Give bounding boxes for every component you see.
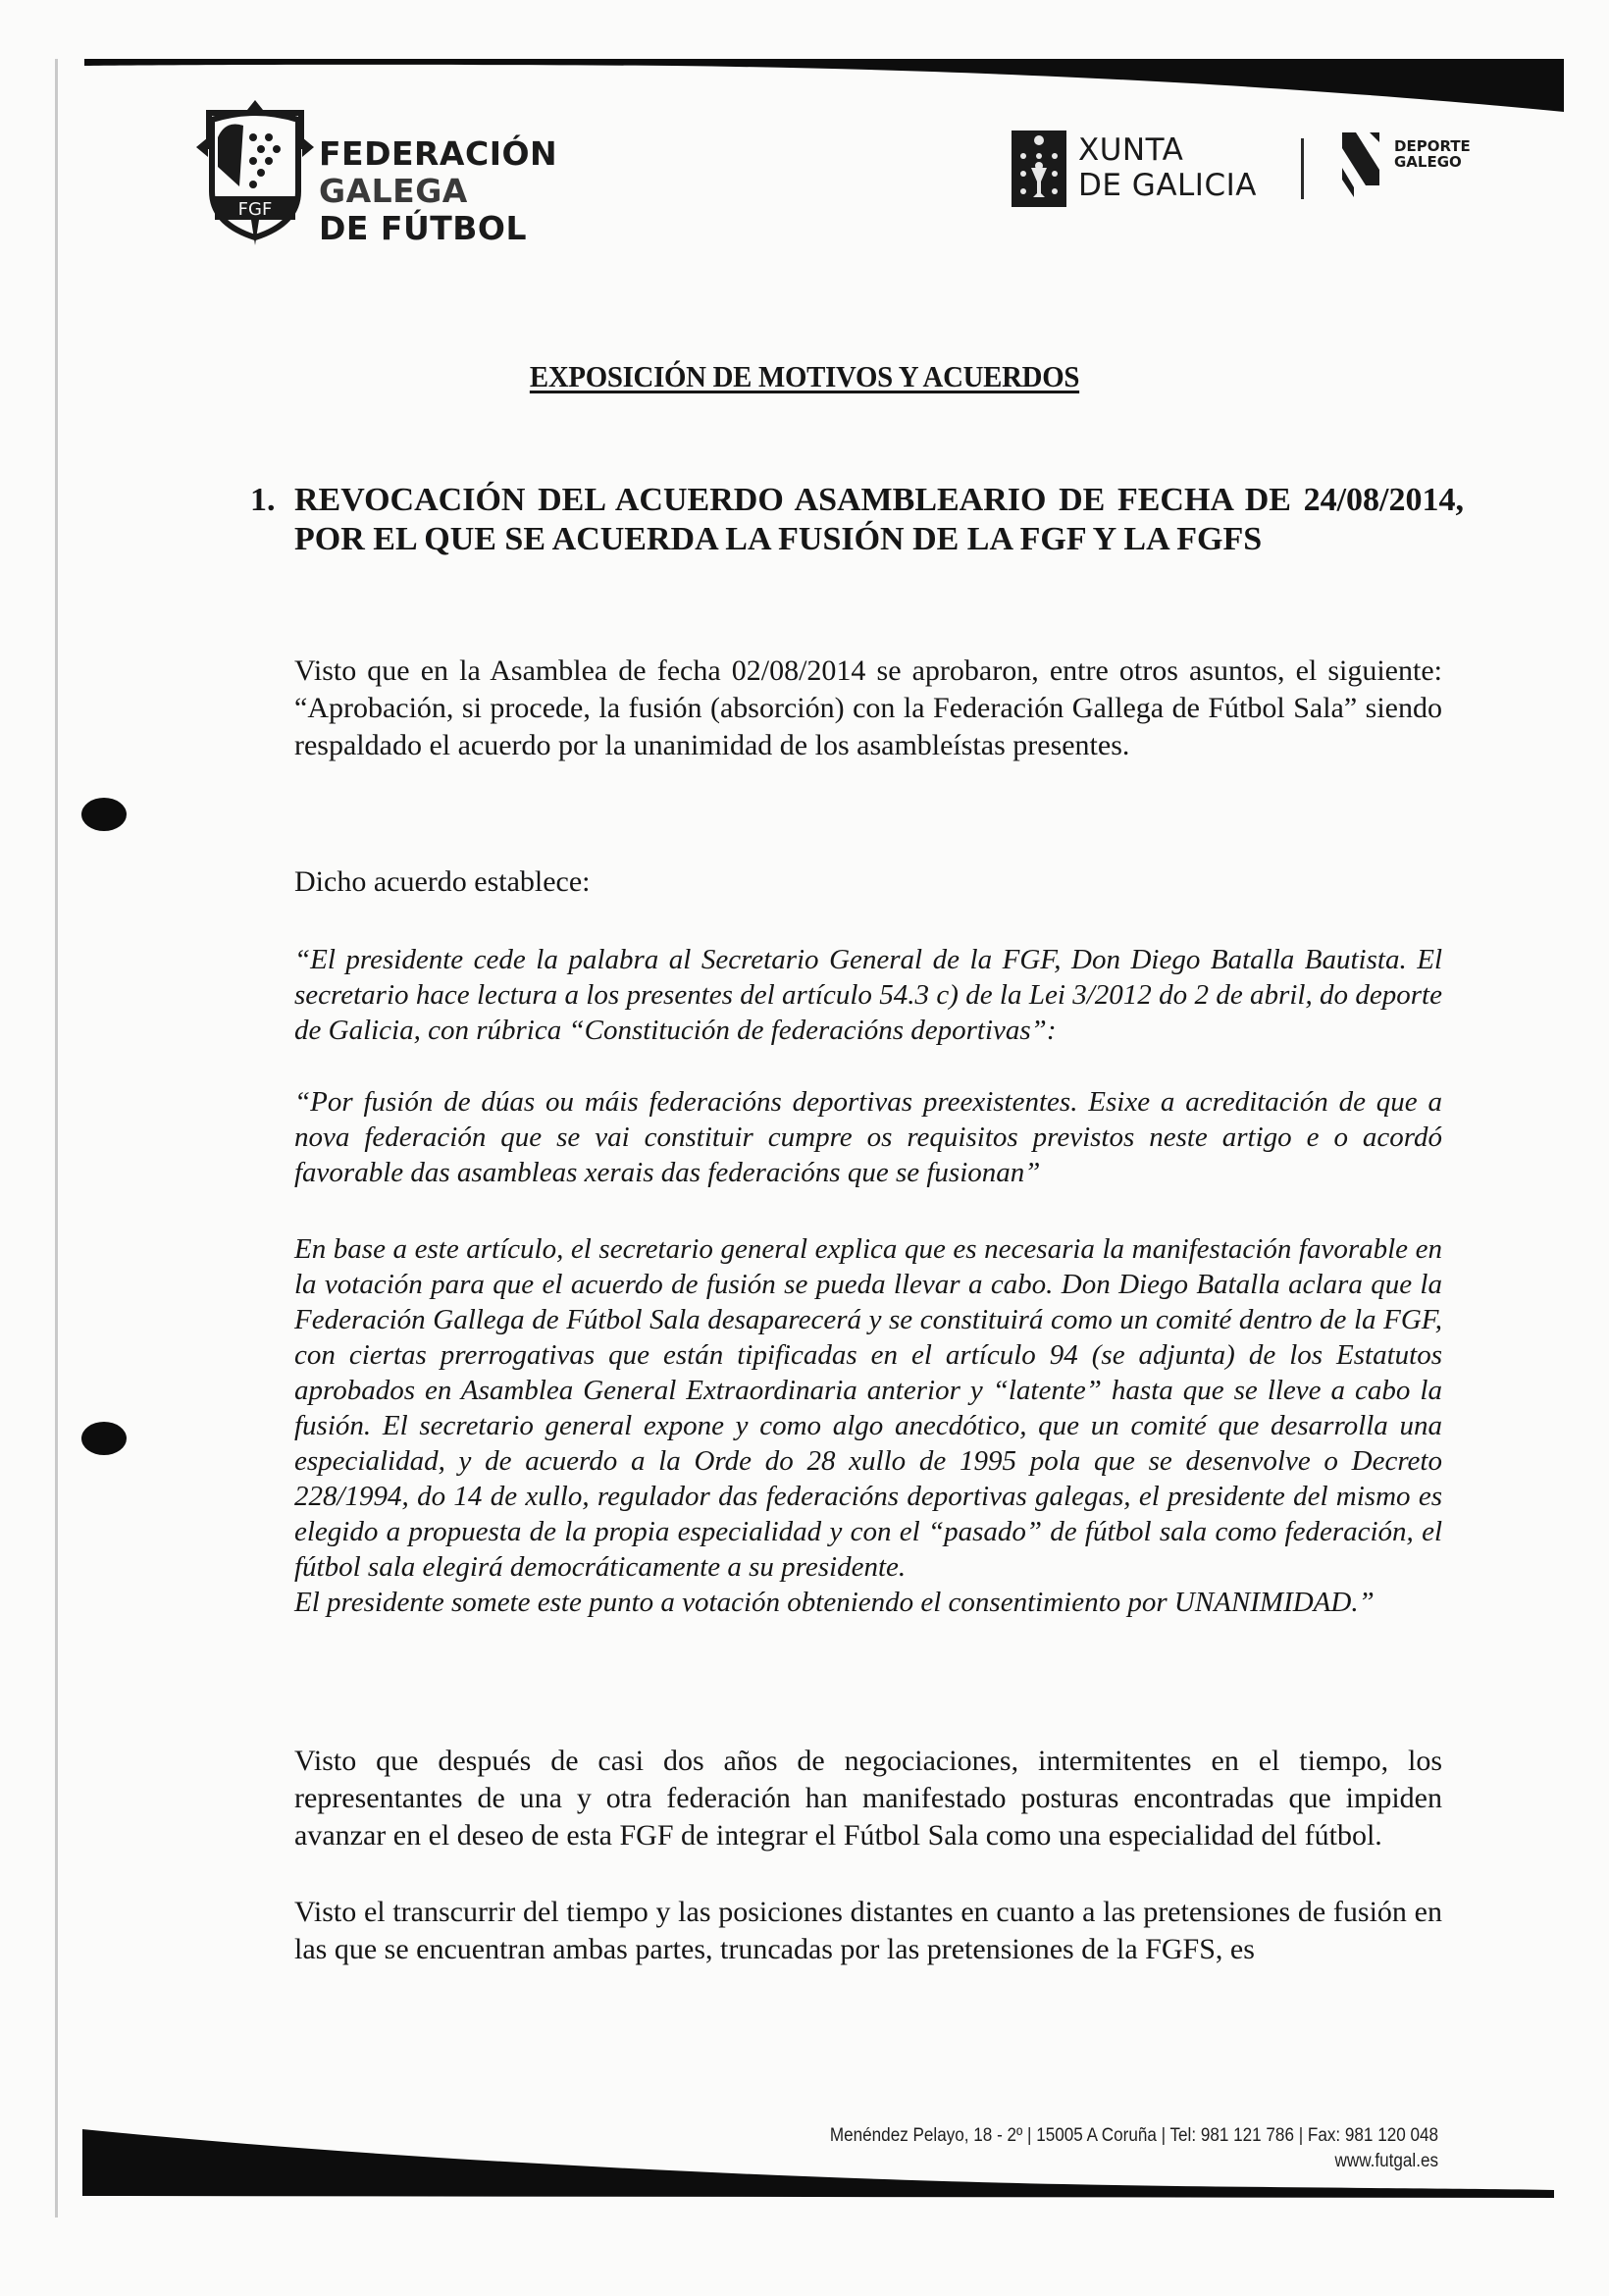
footer-decorative-band (82, 2129, 1554, 2198)
deporte-name-line2: GALEGO (1394, 153, 1462, 171)
deporte-name-line1: DEPORTE (1394, 137, 1471, 155)
quoted-paragraph: En base a este artículo, el secretario general explica que es necesaria la manifestación favorable en la votación para que el acuerdo de fusión se pueda llevar a cabo. Don Diego Batalla aclara que la Federación Gallega de Fútbol Sala desaparecerá y se constituirá como un comité dentro de la FGF, con ciertas prerrogativas que están tipificadas en el artículo 94 (se adjunta) de los Estatutos aprobados en Asamblea General Extraordinaria anterior y “latente” hasta que se lleve a cabo la fusión. El secretario general expone y como algo anecdótico, que un comité que desarrolla una especialidad, y de acuerdo a la Orde do 28 xullo de 1995 pola que se desenvolve o Decreto 228/1994, do 14 de xullo, regulador das federacións deportivas galegas, el presidente del mismo es elegido a propuesta de la propia especialidad y con el “pasado” de fútbol sala como federación, el fútbol sala elegirá democráticamente a su presidente. (294, 1233, 1442, 1583)
document-title: EXPOSICIÓN DE MOTIVOS Y ACUERDOS (529, 359, 1080, 393)
punch-hole (81, 1422, 127, 1455)
deporte-galego-mark-icon (1340, 130, 1381, 199)
section-number: 1. (250, 482, 276, 518)
deporte-galego-name (1394, 138, 1471, 170)
paragraph: Visto el transcurrir del tiempo y las posiciones distantes en cuanto a las pretensiones de fusión en las que se encuentran ambas partes, truncadas por las pretensiones de la FGFS, es (294, 1896, 1442, 1965)
quoted-paragraph-block (294, 1231, 1442, 1620)
xunta-logo (1012, 130, 1473, 209)
section-heading-line2: POR EL QUE SE ACUERDA LA FUSIÓN DE LA FGF Y LA FGFS (294, 521, 1263, 557)
punch-hole (81, 798, 127, 831)
xunta-name-line2: DE GALICIA (1078, 168, 1257, 203)
xunta-crest-icon (1012, 130, 1066, 207)
xunta-name (1078, 132, 1257, 203)
paragraph: Dicho acuerdo establece: (294, 865, 591, 898)
fgf-name-line2: DE FÚTBOL (319, 209, 528, 247)
fgf-crest-label: FGF (237, 199, 273, 220)
fgf-name-light: GALEGA (319, 172, 468, 210)
paragraph: Visto que después de casi dos años de negociaciones, intermitentes en el tiempo, los representantes de una y otra federación han manifestado posturas encontradas que impiden avanzar en el deseo de esta FGF de integrar el Fútbol Sala como una especialidad del fútbol. (294, 1745, 1442, 1852)
fgf-crest-icon (196, 98, 314, 245)
section-heading-line1: REVOCACIÓN DEL ACUERDO ASAMBLEARIO DE FECHA DE 24/08/2014, (294, 482, 1464, 518)
quoted-paragraph: El presidente somete este punto a votación obteniendo el consentimiento por UNANIMIDAD.” (294, 1587, 1375, 1618)
footer-address: Menéndez Pelayo, 18 - 2º | 15005 A Coruña | Tel: 981 121 786 | Fax: 981 120 048 (829, 2125, 1438, 2146)
quoted-paragraph: “Por fusión de dúas ou máis federacións deportivas preexistentes. Esixe a acreditación de que a nova federación que se vai constituir cumpre os requisitos previstos neste artigo e o acordó favorable das asambleas xerais das federacións que se fusionan” (294, 1086, 1442, 1188)
fgf-name-bold: FEDERACIÓN (319, 134, 558, 173)
fgf-logo (196, 98, 706, 255)
fgf-name (319, 135, 706, 247)
quoted-paragraph: “El presidente cede la palabra al Secretario General de la FGF, Don Diego Batalla Bautista. El secretario hace lectura a los presentes del artículo 54.3 c) de la Lei 3/2012 do 2 de abril, do deporte de Galicia, con rúbrica “Constitución de federacións deportivas”: (294, 944, 1442, 1046)
paragraph: Visto que en la Asamblea de fecha 02/08/2014 se aprobaron, entre otros asuntos, el siguiente: “Aprobación, si procede, la fusión (absorción) con la Federación Gallega de Fútbol Sala” siendo respaldado el acuerdo por la unanimidad de los asambleístas presentes. (294, 654, 1442, 761)
footer-website: www.futgal.es (1334, 2151, 1438, 2171)
logo-divider (1301, 138, 1304, 199)
xunta-name-line1: XUNTA (1078, 132, 1184, 168)
